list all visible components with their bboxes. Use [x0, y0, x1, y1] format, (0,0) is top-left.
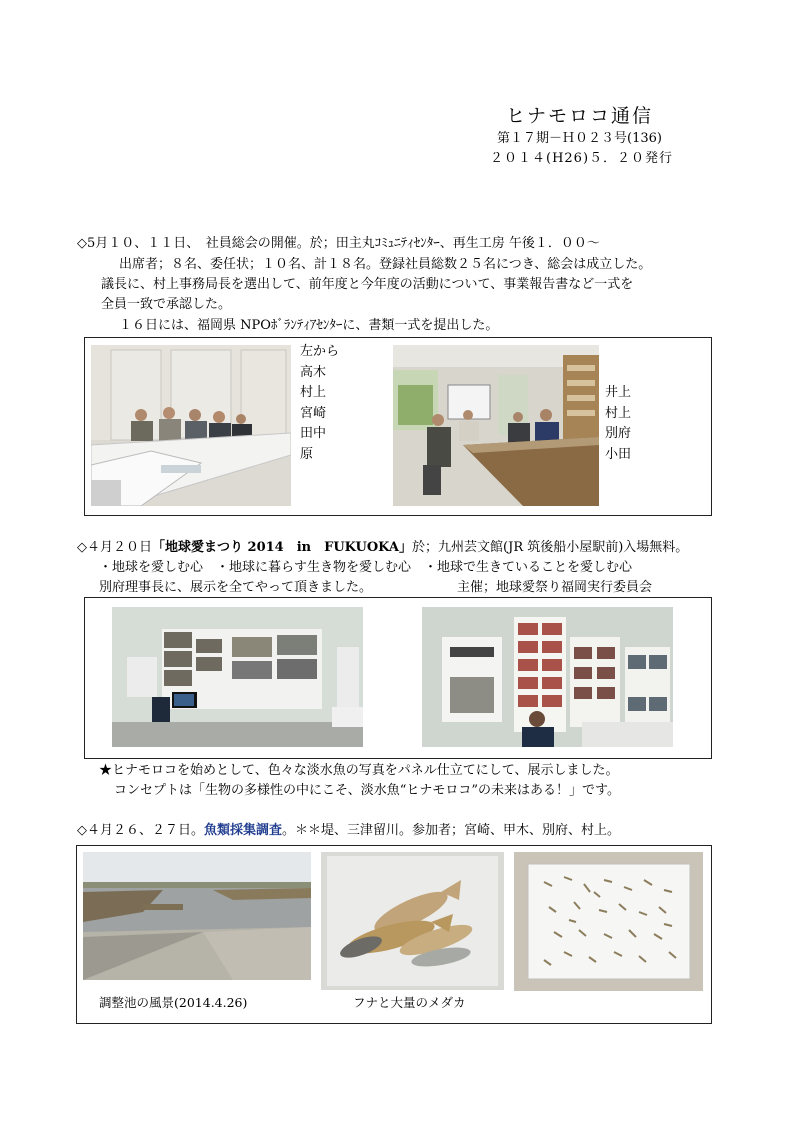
name-label: 高木: [300, 364, 327, 380]
newsletter-title: ヒナモロコ通信: [506, 105, 654, 127]
section2-line3: 別府理事長に、展示を全てやって頂きました。: [99, 580, 373, 595]
exhibition-note1: ★ヒナモロコを始めとして、色々な淡水魚の写真をパネル仕立てにして、展示しました。: [99, 763, 619, 778]
name-label: 小田: [605, 446, 632, 462]
name-label: 別府: [605, 426, 632, 441]
name-label: 田中: [300, 426, 327, 441]
survey-title: 魚類採集調査: [204, 823, 283, 838]
section1-line1: ◇5月１０、１１日、 社員総会の開催。於；田主丸ｺﾐｭﾆﾃｨｾﾝﾀｰ、再生工房 午後１．００～: [77, 236, 600, 251]
name-label: 原: [300, 446, 314, 462]
section3-line1: [77, 822, 620, 839]
event-venue: 於；九州芸文館(JR 筑後船小屋駅前)入場無料。: [412, 540, 689, 555]
section1-line5: １６日には、福岡県 NPOﾎﾞﾗﾝﾃｨｱｾﾝﾀｰに、書類一式を提出した。: [119, 318, 499, 333]
survey-date: ◇４月２６、２７日。: [77, 823, 204, 838]
event-name: 「地球愛まつり 2014 in FUKUOKA」: [152, 540, 413, 555]
section2-line1: [77, 539, 688, 556]
section1-line2: 出席者；８名、委任状；１０名、計１８名。登録社員総数２５名につき、総会は成立した。: [119, 257, 652, 272]
issue-date: ２０１４(H26)５．２０発行: [490, 151, 674, 166]
fish-photo: [321, 852, 504, 990]
section1-line4: 全員一致で承認した。: [101, 297, 232, 312]
survey-photo-frame: [76, 845, 712, 1024]
names-left-list: [300, 342, 339, 465]
fish-caption: フナと大量のメダカ: [353, 995, 466, 1010]
exhibition-note2: コンセプトは「生物の多様性の中にこそ、淡水魚“ヒナモロコ”の未来はある！」です。: [114, 783, 620, 798]
section1-line3: 議長に、村上事務局長を選出して、前年度と今年度の活動について、事業報告書など一式を: [101, 277, 634, 292]
pond-photo: [83, 852, 311, 980]
exhibition-photo-left: [112, 607, 363, 747]
name-label: 井上: [605, 385, 632, 400]
pond-caption: 調整池の風景(2014.4.26): [99, 995, 248, 1010]
issue-number: 第１７期－Ｈ０２３号(136): [497, 131, 662, 146]
name-label: 左から: [300, 344, 340, 359]
name-label: 宮崎: [300, 405, 327, 421]
event-date: ◇４月２０日: [77, 540, 152, 555]
meeting-photo-right: [393, 345, 599, 506]
name-label: 村上: [605, 405, 632, 421]
section2-organizer: 主催；地球愛祭り福岡実行委員会: [457, 580, 653, 595]
survey-details: 。＊＊堤、三津留川。参加者；宮崎、甲木、別府、村上。: [282, 823, 621, 838]
meeting-photo-left: [91, 345, 291, 506]
names-right-list: [605, 383, 631, 465]
section2-line2: ・地球を愛しむ心 ・地球に暮らす生き物を愛しむ心 ・地球で生きていることを愛しむ心: [99, 560, 633, 575]
meeting-photo-frame: [84, 337, 712, 516]
medaka-photo: [514, 852, 703, 991]
exhibition-photo-frame: [84, 597, 712, 759]
exhibition-photo-right: [422, 607, 673, 747]
name-label: 村上: [300, 385, 327, 400]
